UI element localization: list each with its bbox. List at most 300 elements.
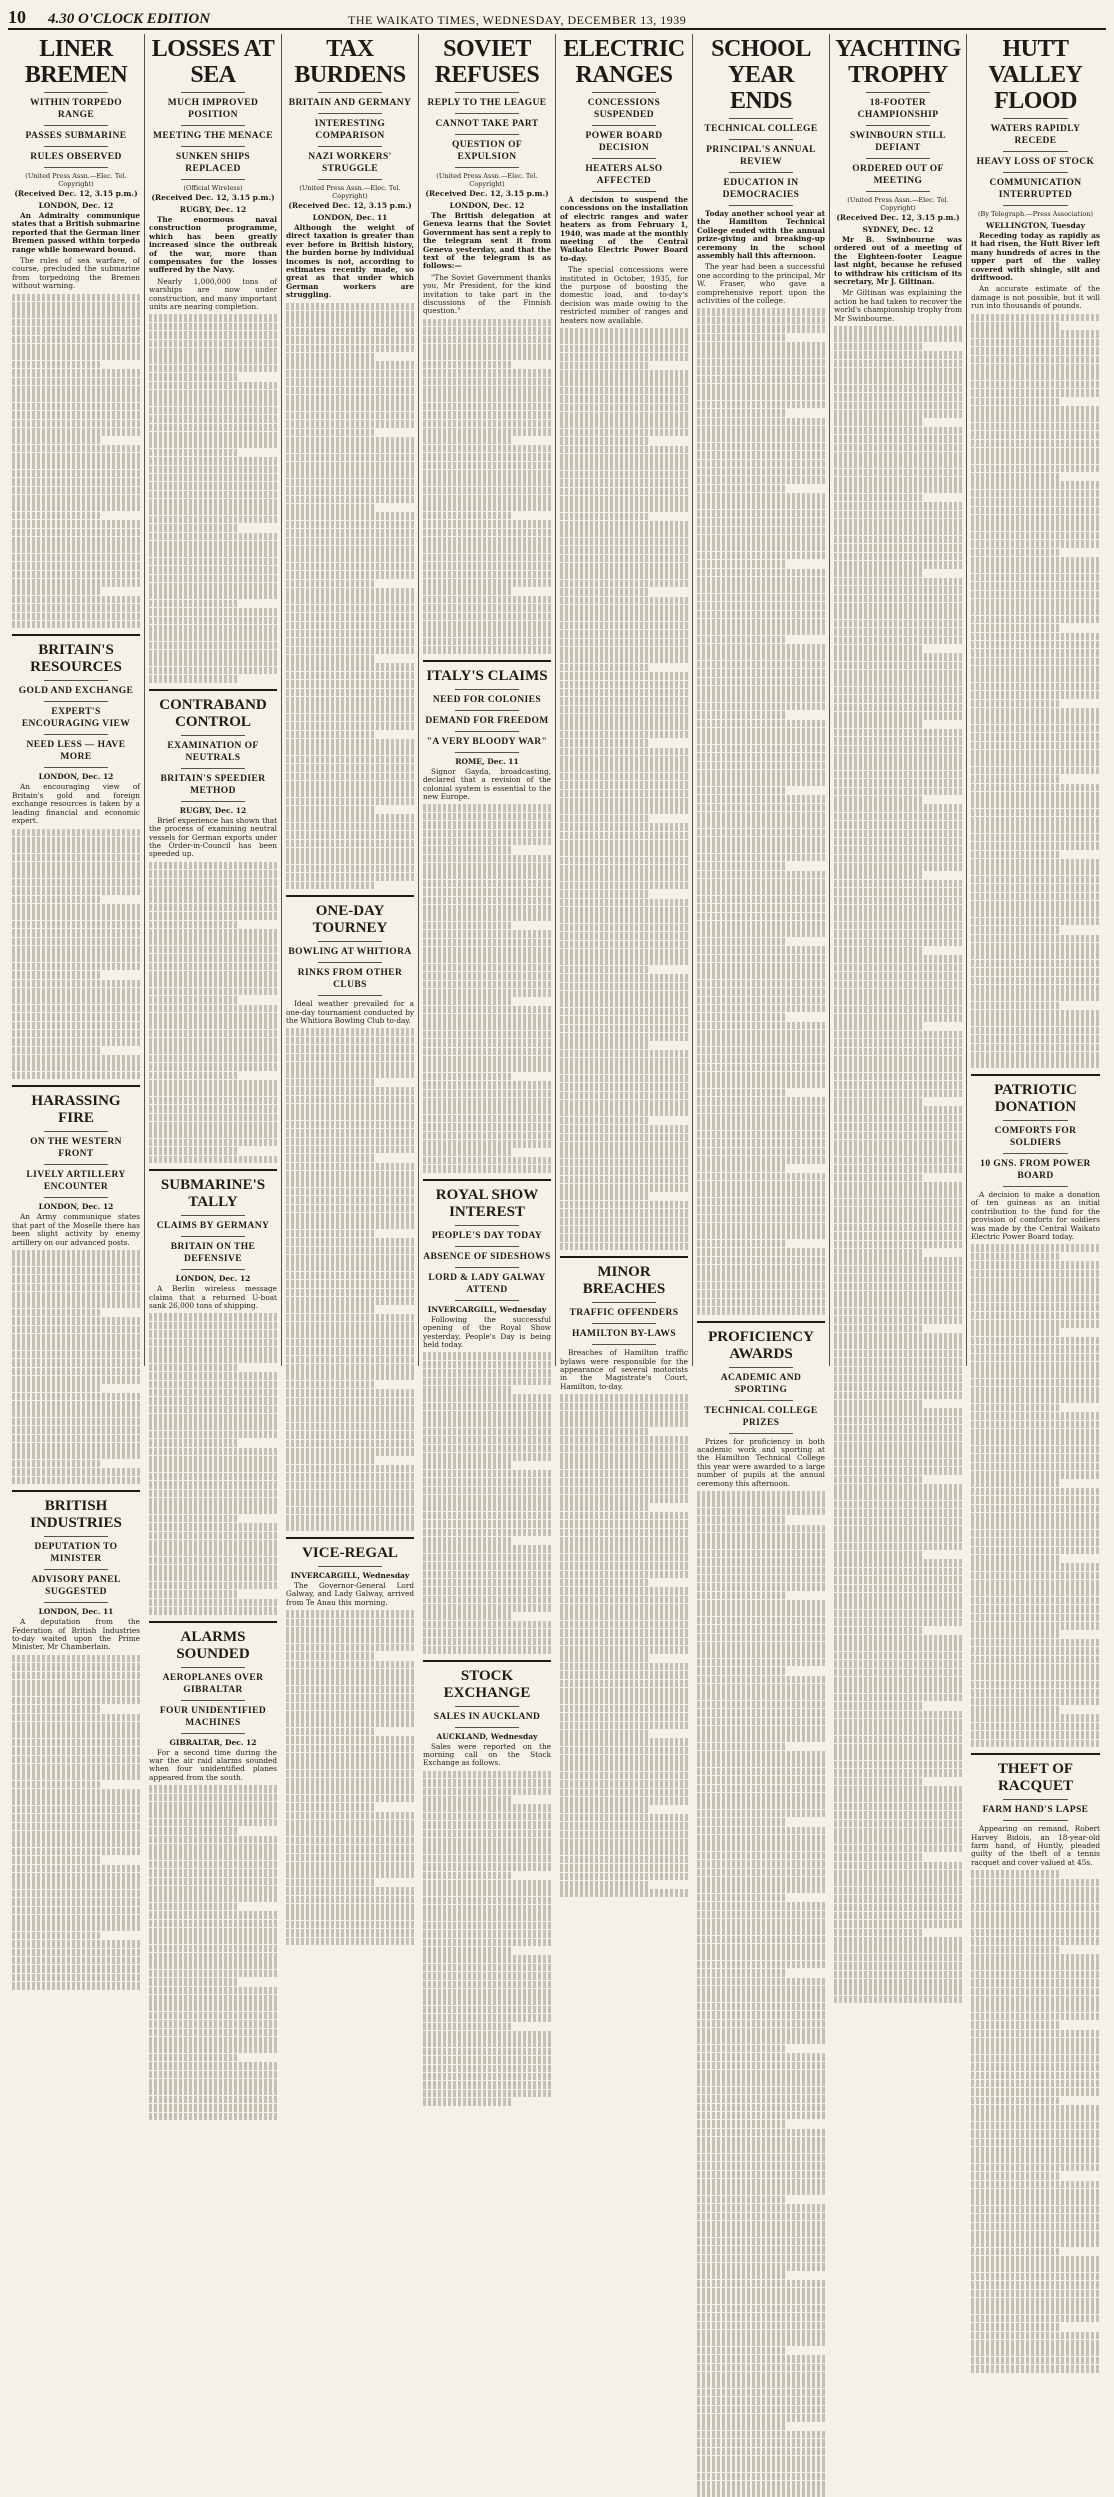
text-line-filler	[560, 1478, 688, 1486]
text-line-filler	[697, 1827, 825, 1835]
text-line-filler	[697, 829, 825, 837]
credit-line: (By Telegraph.—Press Association)	[978, 210, 1093, 218]
text-line-filler	[423, 1445, 551, 1453]
text-line-filler	[149, 365, 277, 373]
paragraph: A deputation from the Federation of British Industries to-day waited upon the Prime Minister, Mr Chamberlain.	[12, 1617, 140, 1652]
rule	[181, 146, 245, 147]
text-line-filler	[286, 1087, 414, 1095]
text-line-filler	[423, 478, 551, 486]
headline: HUTT VALLEY FLOOD	[988, 36, 1083, 114]
text-line-filler	[834, 1350, 962, 1358]
text-line-filler	[149, 424, 277, 432]
text-line-filler	[834, 1929, 924, 1937]
text-line-filler	[149, 390, 277, 398]
text-line-filler	[834, 1652, 962, 1660]
edition-label: 4.30 O'CLOCK EDITION	[48, 11, 211, 27]
text-line-filler	[286, 1887, 414, 1895]
text-line-filler	[423, 1997, 551, 2005]
text-line-filler	[971, 557, 1100, 565]
text-line-filler	[971, 2197, 1100, 2205]
subheading: HAMILTON BY-LAWS	[572, 1329, 676, 1340]
text-line-filler	[286, 1896, 414, 1904]
subheading: BOWLING AT WHITIORA	[288, 947, 412, 958]
text-line-filler	[423, 1081, 551, 1089]
text-line-filler	[423, 1064, 551, 1072]
text-line-filler	[971, 2189, 1100, 2197]
text-line-filler	[12, 571, 140, 579]
text-line-filler	[149, 449, 239, 457]
text-line-filler	[423, 336, 551, 344]
text-line-filler	[697, 384, 825, 392]
section-rule	[560, 1256, 688, 1258]
text-line-filler	[423, 638, 551, 646]
text-line-filler	[560, 1571, 688, 1579]
section-rule	[286, 1537, 414, 1539]
text-line-filler	[697, 2062, 825, 2070]
text-line-filler	[560, 1411, 688, 1419]
text-line-filler	[560, 1108, 688, 1116]
paragraph: Mr B. Swinbourne was ordered out of a meeting of the Eighteen-footer League last night, because he refused to withdraw his criticism of its secretary, Mr J. Giltinan.	[834, 235, 962, 287]
text-line-filler	[697, 1533, 825, 1541]
paragraph: Today another school year at the Hamilton Technical College ended with the annual prize-giving and breaking-up ceremony in the school assembly hall this afternoon.	[697, 209, 825, 261]
text-line-filler	[149, 1582, 277, 1590]
rule	[729, 1367, 793, 1368]
text-line-filler	[423, 1411, 551, 1419]
text-line-filler	[697, 1575, 825, 1583]
text-line-filler	[971, 2206, 1100, 2214]
text-line-filler	[560, 1554, 688, 1562]
text-line-filler	[697, 1801, 825, 1809]
text-line-filler	[697, 468, 825, 476]
text-line-filler	[12, 1451, 140, 1459]
text-line-filler	[971, 867, 1100, 875]
text-line-filler	[697, 535, 825, 543]
text-line-filler	[423, 1629, 551, 1637]
text-line-filler	[423, 1947, 513, 1955]
headline: TAX BURDENS	[294, 36, 406, 88]
text-line-filler	[286, 512, 414, 520]
text-line-filler	[834, 1249, 924, 1257]
text-line-filler	[149, 1515, 239, 1523]
text-line-filler	[286, 1803, 376, 1811]
text-line-filler	[697, 1047, 825, 1055]
text-line-filler	[697, 2456, 825, 2464]
paragraph: Although the weight of direct taxation is greater than ever before in British history, the burden borne by individual incomes is not, according to estimates recently made, so great as that under which German workers are struggling.	[286, 223, 414, 300]
text-line-filler	[12, 971, 102, 979]
text-line-filler	[971, 2105, 1100, 2113]
text-line-filler	[149, 474, 277, 482]
text-line-filler	[971, 1996, 1100, 2004]
text-line-filler	[12, 1477, 140, 1485]
text-line-filler	[971, 1278, 1100, 1286]
text-line-filler	[560, 362, 650, 370]
text-line-filler	[423, 562, 551, 570]
text-line-filler	[971, 725, 1100, 733]
text-line-filler	[12, 1764, 140, 1772]
text-line-filler	[697, 359, 825, 367]
received-line: (Received Dec. 12, 3.15 p.m.)	[151, 193, 275, 202]
subheading: HEATERS ALSO AFFECTED	[585, 164, 663, 186]
text-line-filler	[12, 529, 140, 537]
subheading: BRITAIN'S SPEEDIER METHOD	[160, 773, 266, 796]
received-line: (Received Dec. 12, 3.15 p.m.)	[14, 189, 138, 198]
text-line-filler	[286, 487, 414, 495]
text-line-filler	[697, 1676, 825, 1684]
text-line-filler	[971, 1954, 1100, 1962]
text-line-filler	[971, 733, 1100, 741]
text-line-filler	[423, 1403, 551, 1411]
text-line-filler	[697, 2414, 825, 2422]
text-line-filler	[286, 613, 414, 621]
rule	[181, 801, 245, 802]
credit-line: (Official Wireless)	[183, 184, 243, 192]
text-line-filler	[834, 762, 962, 770]
text-line-filler	[697, 1617, 825, 1625]
rule	[181, 1269, 245, 1270]
text-line-filler	[286, 647, 414, 655]
text-line-filler	[423, 571, 551, 579]
text-line-filler	[697, 334, 787, 342]
text-line-filler	[286, 1280, 414, 1288]
text-line-filler	[423, 646, 551, 654]
subheading: CONCESSIONS SUSPENDED	[587, 98, 661, 120]
text-line-filler	[834, 1400, 924, 1408]
text-line-filler	[286, 1677, 414, 1685]
text-line-filler	[423, 905, 551, 913]
text-line-filler	[560, 597, 688, 605]
rule	[318, 1566, 382, 1567]
text-line-filler	[971, 1614, 1100, 1622]
subheading: ACADEMIC AND SPORTING	[720, 1372, 802, 1395]
text-line-filler	[971, 1303, 1100, 1311]
text-line-filler	[834, 678, 962, 686]
text-line-filler	[697, 1726, 825, 1734]
text-line-filler	[697, 1969, 787, 1977]
text-line-filler	[560, 907, 688, 915]
text-line-filler	[12, 1747, 140, 1755]
text-line-filler	[12, 487, 140, 495]
column	[8, 34, 145, 1652]
text-line-filler	[697, 1223, 825, 1231]
subheading: MEETING THE MENACE	[153, 131, 273, 141]
text-line-filler	[560, 1125, 688, 1133]
text-line-filler	[697, 1122, 825, 1130]
text-line-filler	[560, 983, 688, 991]
rule	[729, 139, 793, 140]
text-line-filler	[149, 1573, 277, 1581]
text-line-filler	[286, 722, 414, 730]
text-line-filler	[286, 1507, 414, 1515]
text-line-filler	[834, 1836, 962, 1844]
text-line-filler	[12, 1739, 140, 1747]
text-line-filler	[834, 855, 962, 863]
text-line-filler	[12, 1923, 140, 1931]
text-line-filler	[834, 1618, 962, 1626]
text-line-filler	[697, 837, 825, 845]
text-line-filler	[423, 1612, 513, 1620]
text-line-filler	[12, 512, 102, 520]
text-line-filler	[834, 1769, 962, 1777]
rule	[1003, 118, 1068, 119]
dateline: THE WAIKATO TIMES, WEDNESDAY, DECEMBER 13, 1939	[348, 13, 687, 27]
text-line-filler	[423, 930, 551, 938]
text-line-filler	[560, 1722, 688, 1730]
rule	[318, 113, 382, 114]
text-line-filler	[286, 823, 414, 831]
text-line-filler	[560, 412, 688, 420]
text-line-filler	[149, 1945, 277, 1953]
text-line-filler	[971, 1253, 1061, 1261]
text-line-filler	[560, 1142, 688, 1150]
text-line-filler	[834, 1820, 962, 1828]
text-line-filler	[834, 351, 962, 359]
text-line-filler	[697, 2213, 825, 2221]
text-line-filler	[12, 310, 140, 318]
text-line-filler	[12, 1806, 140, 1814]
text-line-filler	[286, 1129, 414, 1137]
rule	[44, 125, 108, 126]
text-line-filler	[697, 2313, 825, 2321]
text-line-filler	[971, 1337, 1100, 1345]
text-line-filler	[697, 2355, 825, 2363]
text-line-filler	[971, 2223, 1100, 2231]
text-line-filler	[149, 1878, 277, 1886]
text-line-filler	[834, 695, 962, 703]
text-line-filler	[12, 621, 140, 629]
text-line-filler	[286, 319, 414, 327]
text-line-filler	[149, 2054, 239, 2062]
text-line-filler	[971, 775, 1061, 783]
text-line-filler	[560, 647, 688, 655]
text-line-filler	[697, 476, 825, 484]
subheading: TRAFFIC OFFENDERS	[569, 1308, 679, 1319]
text-line-filler	[971, 1412, 1100, 1420]
text-line-filler	[971, 1354, 1100, 1362]
text-line-filler	[286, 378, 414, 386]
text-line-filler	[560, 1083, 688, 1091]
text-line-filler	[560, 1529, 688, 1537]
text-line-filler	[697, 1592, 787, 1600]
text-line-filler	[423, 2081, 551, 2089]
text-line-filler	[697, 1944, 825, 1952]
text-line-filler	[149, 1836, 277, 1844]
text-line-filler	[12, 938, 140, 946]
text-line-filler	[834, 368, 962, 376]
text-line-filler	[286, 882, 376, 890]
rule	[181, 1215, 245, 1216]
text-line-filler	[560, 899, 688, 907]
text-line-filler	[149, 1861, 277, 1869]
text-line-filler	[149, 491, 277, 499]
text-line-filler	[697, 2087, 825, 2095]
text-line-filler	[560, 622, 688, 630]
text-line-filler	[12, 929, 140, 937]
text-line-filler	[286, 1347, 414, 1355]
text-line-filler	[560, 1839, 688, 1847]
text-line-filler	[12, 319, 140, 327]
section-rule	[423, 1179, 551, 1181]
text-line-filler	[971, 750, 1100, 758]
text-line-filler	[423, 1880, 551, 1888]
subheading: PEOPLE'S DAY TODAY	[431, 1230, 543, 1241]
text-line-filler	[560, 1621, 688, 1629]
text-line-filler	[286, 563, 414, 571]
text-line-filler	[697, 2078, 825, 2086]
text-line-filler	[697, 1189, 825, 1197]
text-line-filler	[149, 1406, 277, 1414]
text-line-filler	[12, 1376, 140, 1384]
text-line-filler	[971, 549, 1061, 557]
text-line-filler	[971, 2298, 1100, 2306]
text-line-filler	[560, 1881, 650, 1889]
text-line-filler	[697, 694, 825, 702]
text-line-filler	[286, 1406, 414, 1414]
column	[145, 34, 282, 1782]
text-line-filler	[697, 1978, 825, 1986]
text-line-filler	[697, 1927, 825, 1935]
text-line-filler	[560, 1814, 688, 1822]
text-line-filler	[834, 1685, 962, 1693]
text-line-filler	[149, 1072, 239, 1080]
text-line-filler	[971, 2021, 1061, 2029]
text-line-filler	[697, 1148, 825, 1156]
text-line-filler	[971, 456, 1100, 464]
text-line-filler	[12, 1797, 140, 1805]
text-line-filler	[423, 1846, 551, 1854]
subheading: EXAMINATION OF NEUTRALS	[167, 740, 259, 763]
paragraph: An accurate estimate of the damage is not possible, but it will run into thousands of pounds.	[971, 284, 1100, 311]
text-line-filler	[286, 672, 414, 680]
text-line-filler	[12, 887, 140, 895]
headline: SCHOOL YEAR ENDS	[711, 36, 811, 114]
text-line-filler	[834, 771, 962, 779]
text-line-filler	[286, 1795, 414, 1803]
article-dateline: LONDON, Dec. 12	[38, 201, 114, 210]
section-rule	[12, 634, 140, 636]
text-line-filler	[149, 407, 277, 415]
headline: MINOR BREACHES	[582, 1264, 666, 1298]
rule	[44, 767, 108, 768]
text-line-filler	[560, 1663, 688, 1671]
text-line-filler	[697, 418, 825, 426]
text-line-filler	[971, 1572, 1100, 1580]
text-line-filler	[286, 1482, 414, 1490]
subheading: MUCH IMPROVED POSITION	[167, 98, 259, 120]
text-line-filler	[286, 1238, 414, 1246]
text-line-filler	[697, 2221, 825, 2229]
text-line-filler	[697, 997, 825, 1005]
text-line-filler	[423, 897, 551, 905]
text-line-filler	[971, 2113, 1100, 2121]
text-line-filler	[697, 1810, 825, 1818]
text-line-filler	[423, 1872, 513, 1880]
text-line-filler	[834, 981, 962, 989]
text-line-filler	[834, 1719, 962, 1727]
subheading: WATERS RAPIDLY RECEDE	[990, 124, 1081, 146]
text-line-filler	[697, 778, 825, 786]
text-line-filler	[697, 434, 825, 442]
text-line-filler	[697, 636, 787, 644]
text-line-filler	[834, 452, 962, 460]
text-line-filler	[834, 1358, 962, 1366]
text-line-filler	[834, 737, 962, 745]
text-line-filler	[834, 1702, 924, 1710]
text-line-filler	[149, 1928, 277, 1936]
column	[282, 34, 419, 1607]
text-line-filler	[423, 1352, 551, 1360]
text-line-filler	[971, 389, 1100, 397]
text-line-filler	[149, 2104, 277, 2112]
text-line-filler	[697, 1005, 825, 1013]
text-line-filler	[286, 1938, 414, 1946]
text-line-filler	[149, 617, 277, 625]
text-line-filler	[286, 1745, 414, 1753]
subheading: AEROPLANES OVER GIBRALTAR	[162, 1672, 264, 1695]
text-line-filler	[560, 1545, 688, 1553]
text-line-filler	[697, 627, 825, 635]
text-line-filler	[12, 1789, 140, 1797]
text-line-filler	[834, 1559, 962, 1567]
text-line-filler	[560, 1562, 688, 1570]
text-line-filler	[149, 1490, 277, 1498]
text-line-filler	[697, 1131, 825, 1139]
article-dateline: LONDON, Dec. 11	[312, 213, 388, 222]
text-line-filler	[697, 1986, 825, 1994]
text-line-filler	[12, 854, 140, 862]
text-line-filler	[423, 1140, 551, 1148]
text-line-filler	[697, 1215, 825, 1223]
text-line-filler	[286, 403, 414, 411]
article-dateline: ROME, Dec. 11	[455, 756, 519, 766]
section-rule	[971, 1753, 1100, 1755]
text-line-filler	[560, 1789, 688, 1797]
text-line-filler	[560, 1234, 688, 1242]
text-line-filler	[971, 2122, 1100, 2130]
text-line-filler	[971, 532, 1100, 540]
text-line-filler	[286, 697, 414, 705]
text-line-filler	[971, 2365, 1100, 2373]
text-line-filler	[423, 1821, 551, 1829]
rule	[455, 1225, 519, 1226]
rule	[1003, 205, 1068, 206]
text-line-filler	[834, 1551, 924, 1559]
text-line-filler	[971, 1681, 1100, 1689]
text-line-filler	[834, 1635, 962, 1643]
subheading: LORD & LADY GALWAY ATTEND	[428, 1272, 546, 1295]
text-line-filler	[423, 596, 551, 604]
text-line-filler	[834, 343, 924, 351]
text-line-filler	[12, 554, 140, 562]
text-line-filler	[834, 1132, 962, 1140]
text-line-filler	[423, 2039, 551, 2047]
text-line-filler	[12, 1468, 140, 1476]
text-line-filler	[834, 1064, 962, 1072]
rule	[44, 1536, 108, 1537]
text-line-filler	[834, 754, 962, 762]
text-line-filler	[697, 2020, 825, 2028]
text-line-filler	[423, 554, 551, 562]
text-line-filler	[697, 619, 825, 627]
subheading: ON THE WESTERN FRONT	[30, 1137, 122, 1160]
text-line-filler	[697, 2271, 787, 2279]
text-line-filler	[12, 495, 140, 503]
text-line-filler	[560, 488, 688, 496]
text-line-filler	[423, 939, 551, 947]
text-line-filler	[423, 855, 551, 863]
text-line-filler	[12, 1384, 102, 1392]
text-line-filler	[834, 1081, 962, 1089]
text-line-filler	[423, 1796, 513, 1804]
